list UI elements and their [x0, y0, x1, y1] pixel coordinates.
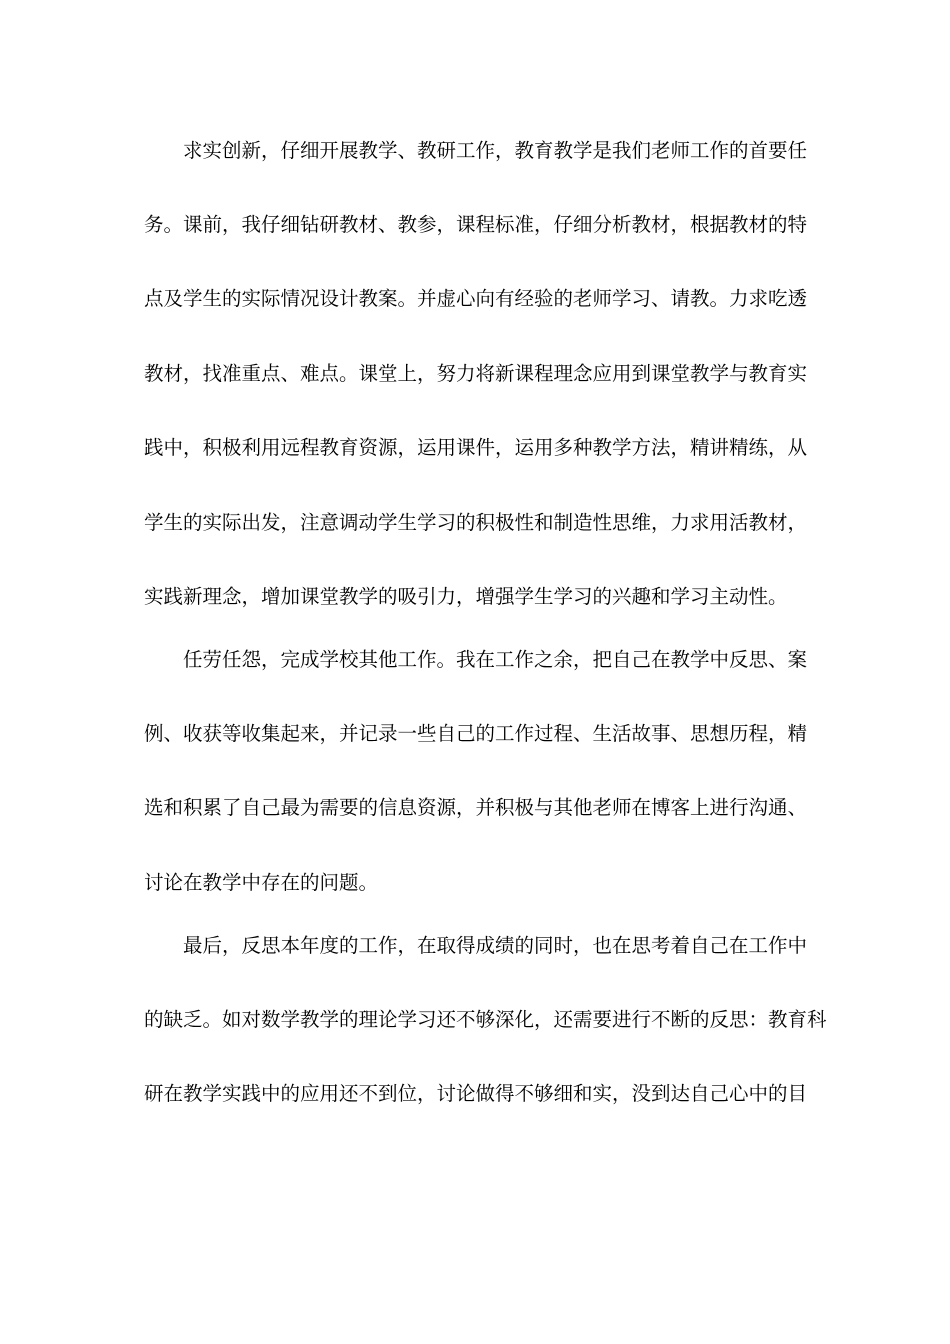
- paragraph-line: 选和积累了自己最为需要的信息资源，并积极与其他老师在博客上进行沟通、: [144, 796, 808, 819]
- paragraph-line: 求实创新，仔细开展教学、教研工作，教育教学是我们老师工作的首要任: [183, 139, 808, 162]
- paragraph-line: 点及学生的实际情况设计教案。并虚心向有经验的老师学习、请教。力求吃透: [144, 287, 808, 310]
- paragraph-line: 最后，反思本年度的工作，在取得成绩的同时，也在思考着自己在工作中: [183, 934, 808, 957]
- paragraph-line: 学生的实际出发，注意调动学生学习的积极性和制造性思维，力求用活教材，: [144, 511, 808, 534]
- paragraph-line: 讨论在教学中存在的问题。: [144, 871, 379, 894]
- paragraph-line: 研在教学实践中的应用还不到位，讨论做得不够细和实，没到达自己心中的目: [144, 1082, 808, 1105]
- paragraph-line: 践中，积极利用远程教育资源，运用课件，运用多种教学方法，精讲精练，从: [144, 436, 808, 459]
- paragraph-line: 教材，找准重点、难点。课堂上，努力将新课程理念应用到课堂教学与教育实: [144, 362, 808, 385]
- paragraph-line: 任劳任怨，完成学校其他工作。我在工作之余，把自己在教学中反思、案: [183, 648, 808, 671]
- paragraph-line: 的缺乏。如对数学教学的理论学习还不够深化，还需要进行不断的反思：教育科: [144, 1008, 827, 1031]
- paragraph-line: 务。课前，我仔细钻研教材、教参，课程标准，仔细分析教材，根据教材的特: [144, 213, 808, 236]
- paragraph-line: 实践新理念，增加课堂教学的吸引力，增强学生学习的兴趣和学习主动性。: [144, 585, 788, 608]
- paragraph-line: 例、收获等收集起来，并记录一些自己的工作过程、生活故事、思想历程，精: [144, 722, 808, 745]
